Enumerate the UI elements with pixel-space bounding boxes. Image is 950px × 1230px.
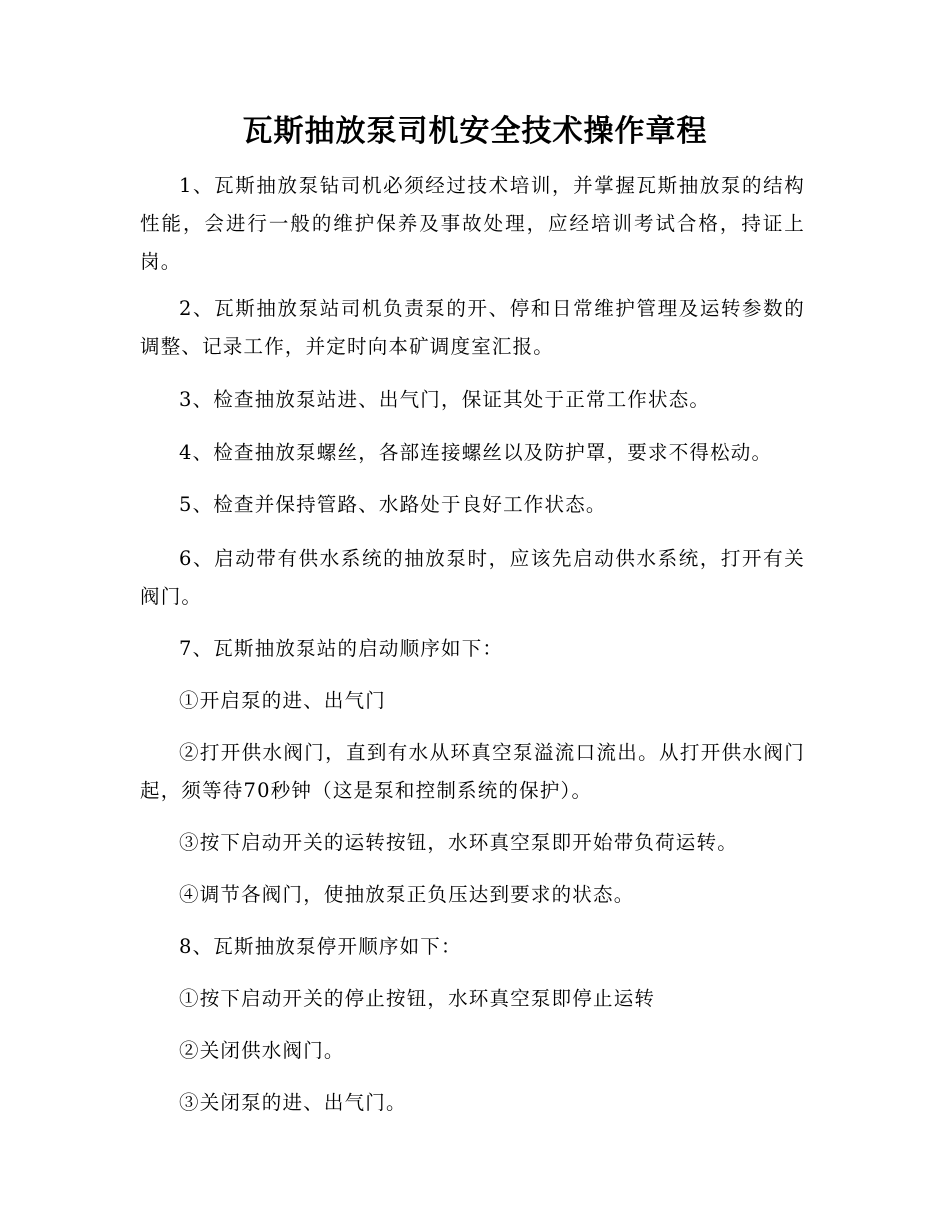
paragraph-1-qualification: 1、瓦斯抽放泵钻司机必须经过技术培训，并掌握瓦斯抽放泵的结构性能，会进行一般的维护保养及事故处理，应经培训考试合格，持证上岗。 — [140, 174, 805, 273]
start-step-2: ②打开供水阀门，直到有水从环真空泵溢流口流出。从打开供水阀门起，须等待70秒钟（这是泵和控制系统的保护）。 — [140, 741, 805, 802]
stop-step-2: ②关闭供水阀门。 — [179, 1039, 345, 1062]
start-step-4: ④调节各阀门，使抽放泵正负压达到要求的状态。 — [179, 883, 635, 906]
paragraph-3-check-valves: 3、检查抽放泵站进、出气门，保证其处于正常工作状态。 — [179, 388, 711, 411]
paragraph-6-water-supply: 6、启动带有供水系统的抽放泵时，应该先启动供水系统，打开有关阀门。 — [140, 547, 805, 608]
paragraph-4-check-screws: 4、检查抽放泵螺丝，各部连接螺丝以及防护罩，要求不得松动。 — [179, 441, 773, 464]
document-title: 瓦斯抽放泵司机安全技术操作章程 — [242, 114, 708, 149]
stop-step-3: ③关闭泵的进、出气门。 — [179, 1091, 407, 1114]
paragraph-2-responsibility: 2、瓦斯抽放泵站司机负责泵的开、停和日常维护管理及运转参数的调整、记录工作，并定时向本矿调度室汇报。 — [140, 297, 805, 358]
paragraph-8-stop-sequence: 8、瓦斯抽放泵停开顺序如下： — [179, 935, 462, 958]
paragraph-5-check-pipes: 5、检查并保持管路、水路处于良好工作状态。 — [179, 493, 607, 516]
start-step-3: ③按下启动开关的运转按钮，水环真空泵即开始带负荷运转。 — [179, 831, 738, 854]
stop-step-1: ①按下启动开关的停止按钮，水环真空泵即停止运转 — [179, 987, 656, 1010]
paragraph-7-start-sequence: 7、瓦斯抽放泵站的启动顺序如下： — [179, 637, 504, 660]
start-step-1: ①开启泵的进、出气门 — [179, 689, 387, 712]
